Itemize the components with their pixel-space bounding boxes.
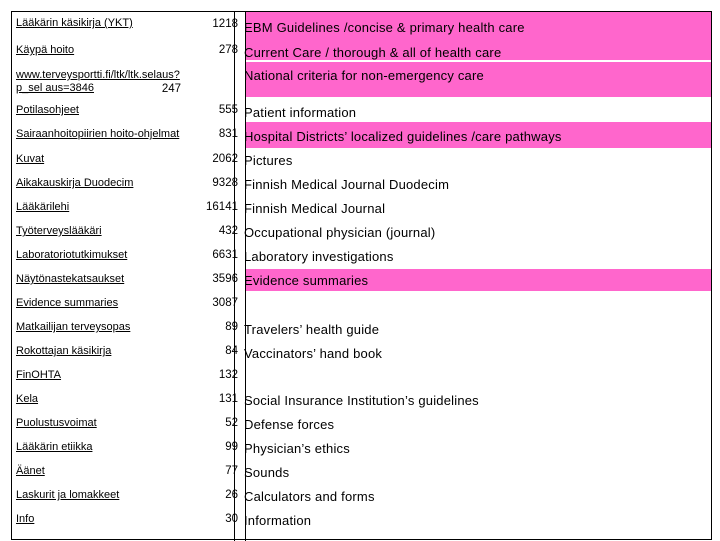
english-description: EBM Guidelines /concise & primary health care: [244, 20, 525, 35]
count-value: 52: [225, 417, 238, 429]
count-value: 99: [225, 441, 238, 453]
source-link[interactable]: Sairaanhoitopiirien hoito-ohjelmat: [16, 128, 180, 140]
count-value: 84: [225, 345, 238, 357]
count-value: 2062: [212, 153, 238, 165]
count-value: 131: [218, 393, 238, 405]
count-value: 9328: [212, 177, 238, 189]
count-value: 3087: [212, 297, 238, 309]
count-value: 77: [225, 465, 238, 477]
count-value: 26: [225, 489, 238, 501]
english-description: Hospital Districts’ localized guidelines /care pathways: [244, 129, 562, 144]
english-description: National criteria for non-emergency care: [244, 68, 484, 83]
source-link[interactable]: Laskurit ja lomakkeet: [16, 489, 120, 501]
source-link[interactable]: www.terveysportti.fi/ltk/ltk.selaus?p_sel aus=3846: [16, 69, 180, 94]
source-link[interactable]: Potilasohjeet: [16, 104, 79, 116]
english-description: Vaccinators’ hand book: [244, 346, 383, 361]
count-value: 555: [218, 104, 238, 116]
count-value: 432: [218, 225, 238, 237]
source-link[interactable]: Työterveyslääkäri: [16, 225, 102, 237]
source-link[interactable]: Käypä hoito: [16, 44, 75, 56]
source-link[interactable]: Aikakauskirja Duodecim: [16, 177, 134, 189]
source-link[interactable]: Lääkärin etiikka: [16, 441, 93, 453]
count-value: 16141: [206, 201, 238, 213]
count-value: 132: [218, 369, 238, 381]
count-value: 278: [218, 44, 238, 56]
english-description: Pictures: [244, 153, 293, 168]
source-link[interactable]: Evidence summaries: [16, 297, 119, 309]
source-link[interactable]: Laboratoriotutkimukset: [16, 249, 128, 261]
english-description: Finnish Medical Journal Duodecim: [244, 177, 450, 192]
english-description: Calculators and forms: [244, 489, 375, 504]
english-description: Current Care / thorough & all of health care: [244, 45, 502, 60]
source-link[interactable]: Rokottajan käsikirja: [16, 345, 112, 357]
source-link[interactable]: Info: [16, 513, 35, 525]
source-link[interactable]: Näytönastekatsaukset: [16, 273, 125, 285]
count-value: 30: [225, 513, 238, 525]
english-description: Social Insurance Institution’s guidelines: [244, 393, 479, 408]
count-value: 247: [161, 83, 181, 95]
source-link[interactable]: Matkailijan terveysopas: [16, 321, 131, 333]
count-value: 1218: [212, 18, 238, 30]
count-value: 3596: [212, 273, 238, 285]
english-description: Physician’s ethics: [244, 441, 350, 456]
source-link[interactable]: Puolustusvoimat: [16, 417, 97, 429]
english-description: Sounds: [244, 465, 290, 480]
source-link[interactable]: Kuvat: [16, 153, 45, 165]
count-value: 89: [225, 321, 238, 333]
english-description: Laboratory investigations: [244, 249, 394, 264]
source-link[interactable]: Lääkärin käsikirja (YKT): [16, 17, 133, 29]
source-link[interactable]: Äänet: [16, 465, 45, 477]
count-value: 6631: [212, 249, 238, 261]
source-link[interactable]: Kela: [16, 393, 39, 405]
count-value: 831: [218, 128, 238, 140]
english-description: Patient information: [244, 105, 357, 120]
english-description: Occupational physician (journal): [244, 225, 436, 240]
english-description: Information: [244, 513, 312, 528]
source-link[interactable]: FinOHTA: [16, 369, 62, 381]
english-description: Finnish Medical Journal: [244, 201, 386, 216]
english-description: Evidence summaries: [244, 273, 369, 288]
source-link[interactable]: Lääkärilehi: [16, 201, 70, 213]
english-description: Travelers’ health guide: [244, 322, 380, 337]
english-description: Defense forces: [244, 417, 335, 432]
content-table: [11, 11, 712, 540]
